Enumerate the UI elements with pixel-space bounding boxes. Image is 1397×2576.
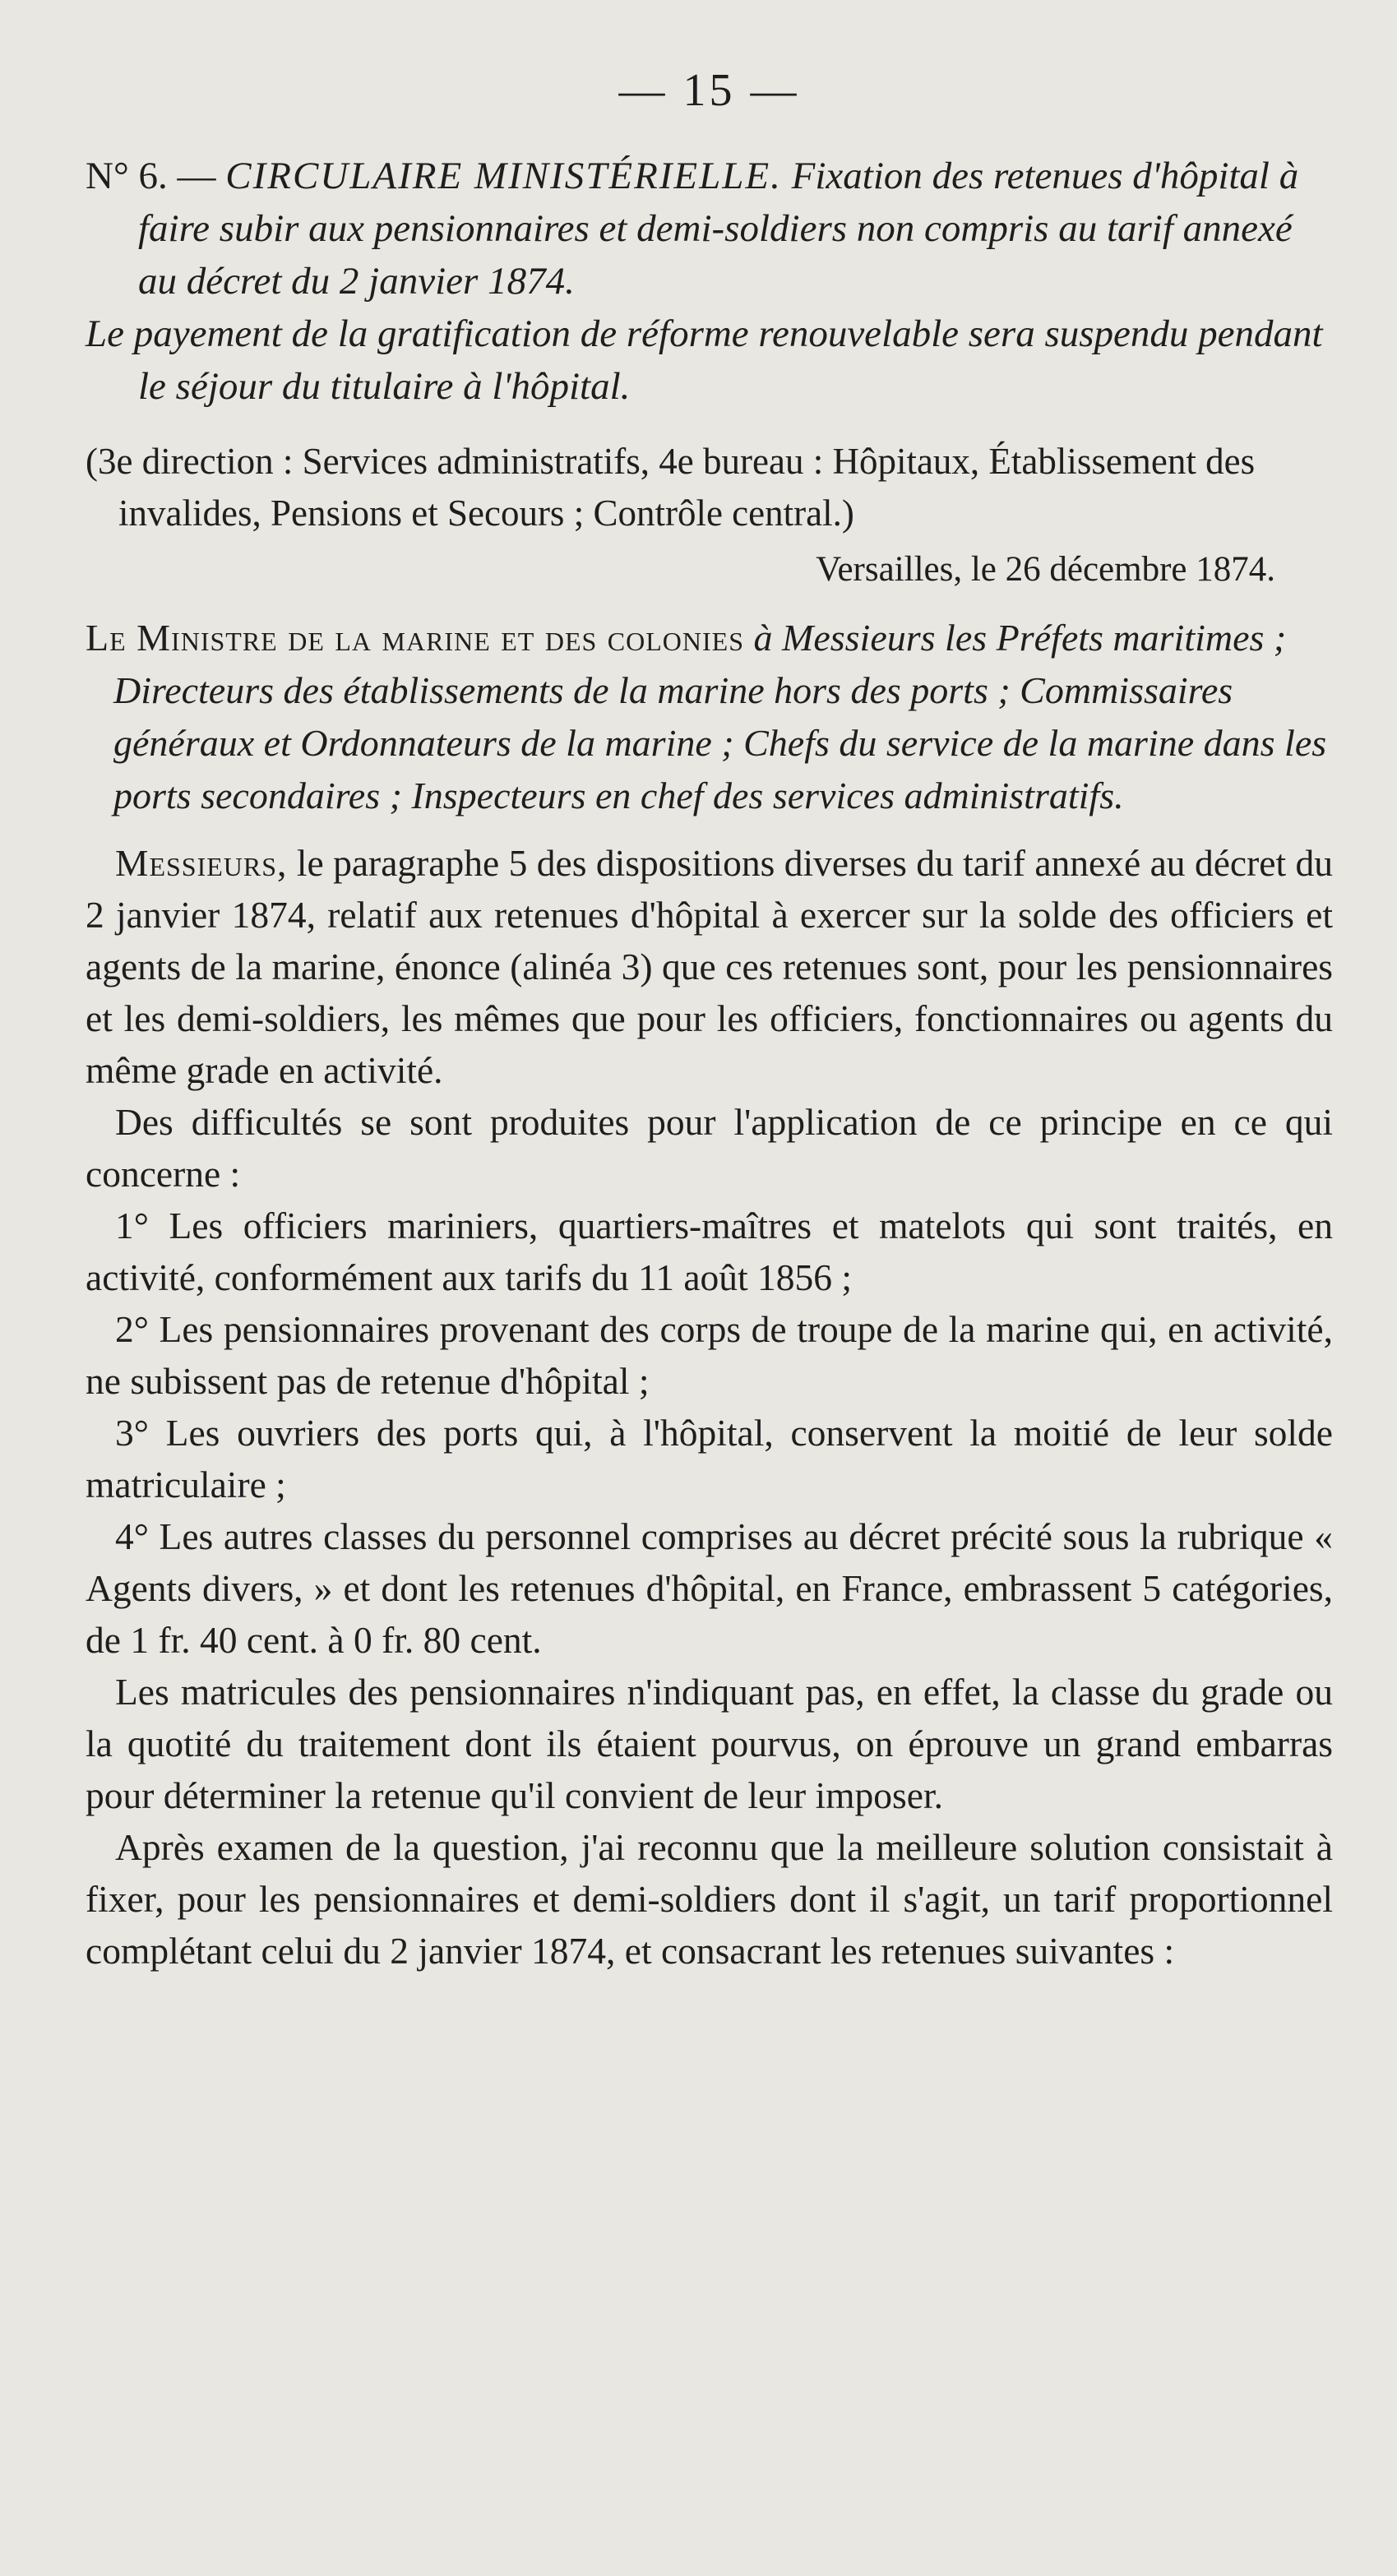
body-paragraph: Après examen de la question, j'ai reconnu que la meilleure solution consistait à fixer, pour les pensionnaires et demi-soldiers dont il s'agit, un tarif proportionnel complétant celui du 2 janvier 1874, et consacrant les retenues suivantes : [86,1826,1333,1972]
title-line [86,150,1333,308]
body-paragraph: Des difficultés se sont produites pour l'application de ce principe en ce qui concerne : [86,1101,1333,1195]
circular-heading: CIRCULAIRE MINISTÉRIELLE. [225,155,782,197]
sender: Le Ministre de la marine et des colonies [86,617,744,659]
dateline: Versailles, le 26 décembre 1874. [816,550,1275,589]
paragraph-text: le paragraphe 5 des dispositions diverses du tarif annexé au décret du 2 janvier 1874, relatif aux retenues d'hôpital à exercer sur la solde des officiers et agents de la marine, énonce (alinéa 3) que ces retenues sont, pour les pensionnaires et les demi-soldiers, les mêmes que pour les officiers, fonctionnaires ou agents du même grade en activité. [86,842,1334,1091]
title-dash: — [177,155,216,197]
body-paragraph: Les matricules des pensionnaires n'indiquant pas, en effet, la classe du grade ou la quotité du traitement dont ils étaient pourvus, on éprouve un grand embarras pour déterminer la retenue qu'il convient de leur imposer. [86,1671,1333,1816]
page-number: — 15 — [618,65,800,116]
circular-subject: Fixation des retenues d'hôpital à faire subir aux pensionnaires et demi-soldiers non compris au tarif annexé au décret du 2 janvier 1874. [138,155,1299,303]
list-item: 4° Les autres classes du personnel comprises au décret précité sous la rubrique « Agents divers, » et dont les retenues d'hôpital, en France, embrassent 5 catégories, de 1 fr. 40 cent. à 0 fr. 80 cent. [86,1515,1333,1661]
body-paragraph [86,837,1333,1096]
circular-number: N° 6. [86,155,168,197]
list-item: 2° Les pensionnaires provenant des corps de troupe de la marine qui, en activité, ne subissent pas de retenue d'hôpital ; [86,1308,1333,1402]
circular-title [86,150,1333,308]
address-block [86,612,1333,822]
list-item: 3° Les ouvriers des ports qui, à l'hôpital, conservent la moitié de leur solde matriculaire ; [86,1412,1333,1505]
salutation: Messieurs, [115,842,288,884]
direction-note: (3e direction : Services administratifs, 4e bureau : Hôpitaux, Établissement des invalides, Pensions et Secours ; Contrôle central.) [86,441,1256,534]
recipients: à Messieurs les Préfets maritimes ; Directeurs des établissements de la marine hors des ports ; Commissaires généraux et Ordonnateurs de la marine ; Chefs du service de la marine dans les ports secondaires ; Inspecteurs en chef des services administratifs. [113,617,1327,816]
circular-subtitle: Le payement de la gratification de réforme renouvelable sera suspendu pendant le séjour du titulaire à l'hôpital. [86,312,1323,408]
list-item: 1° Les officiers mariniers, quartiers-maîtres et matelots qui sont traités, en activité, conformément aux tarifs du 11 août 1856 ; [86,1205,1333,1298]
